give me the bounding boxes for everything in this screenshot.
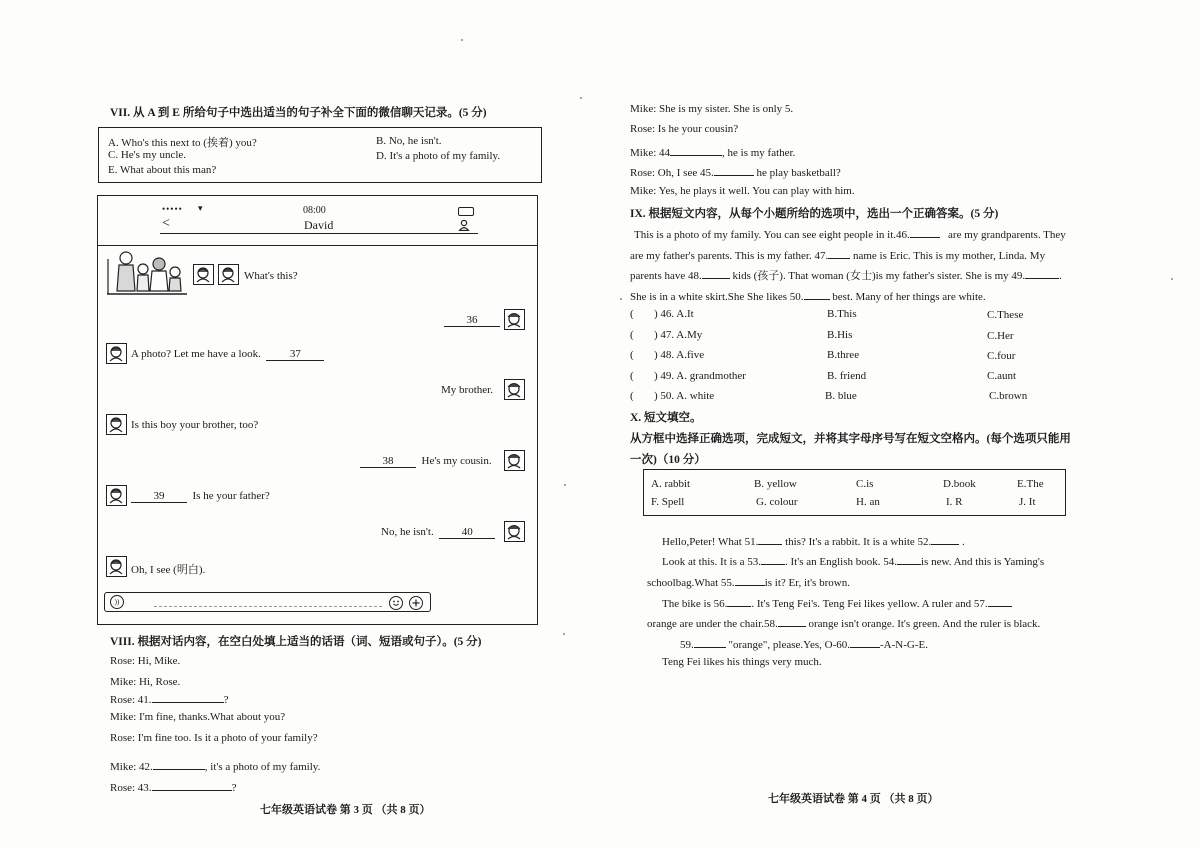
- avatar-icon: [193, 264, 214, 285]
- question-option-c: C.These: [987, 309, 1024, 321]
- section-8-title: VIII. 根据对话内容，在空白处填上适当的话语（词、短语或句子）。(5 分): [110, 636, 482, 648]
- question-option-a: ) 46. A.It: [654, 308, 694, 320]
- option-e: E. What about this man?: [108, 164, 217, 176]
- blank-55: [735, 574, 765, 586]
- page-footer-left: 七年级英语试卷 第 3 页 （共 8 页）: [260, 804, 431, 816]
- question-option-a: ) 49. A. grandmother: [654, 370, 746, 382]
- section-10-options-box: [643, 469, 1066, 516]
- emoji-icon[interactable]: [389, 596, 403, 610]
- add-icon[interactable]: [409, 596, 423, 610]
- passage-line: Hello,Peter! What 51.: [662, 536, 759, 548]
- avatar-icon: [106, 485, 127, 506]
- blank-41: [152, 691, 224, 703]
- avatar-icon: [106, 414, 127, 435]
- voice-icon[interactable]: )): [110, 595, 124, 609]
- passage-line-end: best. Many of her things are white.: [832, 291, 986, 303]
- header-underline: [160, 233, 478, 234]
- answer-bracket[interactable]: (: [630, 329, 634, 341]
- passage-line-mid: kids (孩子). That woman (女士)is my father's sister. She is my 49.: [732, 270, 1026, 282]
- question-option-b: B.His: [827, 329, 853, 341]
- blank-49: [1025, 267, 1059, 279]
- blank-57: [988, 595, 1012, 607]
- blank-50: [804, 288, 830, 300]
- avatar-icon: [504, 450, 525, 471]
- blank-51: [758, 533, 782, 545]
- question-option-b: B.three: [827, 349, 860, 361]
- chat-contact-name: David: [304, 218, 334, 232]
- blank-58: [778, 615, 806, 627]
- word-option: D.book: [943, 478, 976, 490]
- blank-39: 39: [131, 490, 187, 503]
- blank-46: [910, 226, 940, 238]
- passage-line-end: is it? Er, it's brown.: [764, 577, 850, 589]
- section-7-title: VII. 从 A 到 E 所给句子中选出适当的句子补全下面的微信聊天记录。(5 分): [110, 107, 487, 119]
- blank-44: [670, 144, 722, 156]
- word-option: A. rabbit: [651, 478, 691, 490]
- passage-line: This is a photo of my family. You can see eight people in it.46.: [634, 229, 910, 241]
- dialog-line: Mike: 42.: [110, 761, 153, 773]
- dialog-line-end: , he is my father.: [722, 147, 796, 159]
- passage-line-end: .: [962, 536, 965, 548]
- passage-line-end: name is Eric. This is my mother, Linda. My: [852, 250, 1046, 262]
- section-9-title: IX. 根据短文内容，从每个小题所给的选项中，选出一个正确答案。(5 分): [630, 208, 999, 220]
- question-option-c: C.Her: [987, 330, 1014, 342]
- battery-icon: [458, 207, 474, 216]
- word-option: I. R: [946, 496, 963, 508]
- passage-line-mid: "orange", please.Yes, O-60.: [728, 639, 851, 651]
- word-option: C.is: [856, 478, 874, 490]
- dialog-line: Rose: Hi, Mike.: [110, 655, 181, 667]
- blank-45: [714, 164, 754, 176]
- dialog-line: Rose: Is he your cousin?: [630, 123, 739, 135]
- chat-msg-8: No, he isn't.: [381, 526, 434, 538]
- word-option: F. Spell: [651, 496, 685, 508]
- passage-line-mid: . It's an English book. 54.: [785, 556, 897, 568]
- header-divider: [98, 245, 537, 246]
- dialog-line: Mike: She is my sister. She is only 5.: [630, 103, 794, 115]
- option-b: B. No, he isn't.: [376, 135, 442, 147]
- passage-line: schoolbag.What 55.: [647, 577, 735, 589]
- page-footer-right: 七年级英语试卷 第 4 页 （共 8 页）: [768, 793, 939, 805]
- question-option-c: C.aunt: [987, 370, 1017, 382]
- chat-msg-9: Oh, I see (明白).: [131, 564, 206, 576]
- passage-line-mid: . It's Teng Fei's. Teng Fei likes yellow. A ruler and 57.: [751, 598, 988, 610]
- avatar-icon: [218, 264, 239, 285]
- avatar-icon: [504, 379, 525, 400]
- profile-icon[interactable]: [458, 219, 470, 231]
- blank-53: [761, 553, 785, 565]
- chat-msg-4: My brother.: [441, 384, 493, 396]
- question-option-a: ) 50. A. white: [654, 390, 715, 402]
- chat-msg-7: Is he your father?: [192, 490, 270, 502]
- dialog-line: Rose: I'm fine too. Is it a photo of your family?: [110, 732, 318, 744]
- input-bar: [104, 592, 431, 612]
- word-option: J. It: [1019, 496, 1036, 508]
- blank-47: [828, 247, 850, 259]
- avatar-icon: [504, 521, 525, 542]
- dialog-line-end: ?: [231, 782, 237, 794]
- message-input[interactable]: [154, 606, 382, 607]
- passage-line: parents have 48.: [630, 270, 702, 282]
- passage-line-end: are my grandparents. They: [948, 229, 1066, 241]
- passage-line: She is in a white skirt.She She likes 50.: [630, 291, 804, 303]
- question-option-b: B. friend: [827, 370, 867, 382]
- blank-52: [931, 533, 959, 545]
- option-a: A. Who's this next to (挨着) you?: [108, 137, 257, 149]
- blank-59: [694, 636, 726, 648]
- passage-line-end: is new. And this is Yaming's: [920, 556, 1045, 568]
- chat-msg-1: What's this?: [244, 270, 298, 282]
- blank-54: [897, 553, 921, 565]
- passage-line: are my father's parents. This is my father. 47.: [630, 250, 829, 262]
- question-option-b: B. blue: [825, 390, 857, 402]
- blank-40: 40: [439, 526, 495, 539]
- answer-bracket[interactable]: (: [630, 390, 634, 402]
- chat-msg-5: Is this boy your brother, too?: [131, 419, 259, 431]
- blank-60: [850, 636, 880, 648]
- passage-line-end: -A-N-G-E.: [880, 639, 928, 651]
- section-10-title: X. 短文填空。: [630, 412, 702, 424]
- question-option-a: ) 48. A.five: [654, 349, 705, 361]
- dialog-line: Mike: Yes, he plays it well. You can play with him.: [630, 185, 855, 197]
- dialog-line: Mike: 44: [630, 147, 671, 159]
- option-c: C. He's my uncle.: [108, 149, 187, 161]
- chat-msg-3: A photo? Let me have a look.: [131, 348, 261, 360]
- blank-38: 38: [360, 455, 416, 468]
- back-icon[interactable]: <: [162, 216, 170, 231]
- avatar-icon: [106, 343, 127, 364]
- blank-42: [153, 758, 205, 770]
- question-option-c: C.brown: [989, 390, 1028, 402]
- chat-msg-6: He's my cousin.: [421, 455, 492, 467]
- blank-43: [152, 779, 232, 791]
- passage-line: orange are under the chair.58.: [647, 618, 778, 630]
- dialog-line: Mike: I'm fine, thanks.What about you?: [110, 711, 286, 723]
- word-option: H. an: [856, 496, 880, 508]
- passage-line: Teng Fei likes his things very much.: [662, 656, 822, 668]
- wechat-chat-frame: [97, 195, 538, 625]
- passage-line: 59.: [680, 639, 694, 651]
- dialog-line-end: he play basketball?: [756, 167, 841, 179]
- dialog-line: Rose: Oh, I see 45.: [630, 167, 714, 179]
- section-10-instruction-cont: 一次)（10 分）: [630, 454, 706, 466]
- passage-line-end: .: [1059, 270, 1062, 282]
- question-option-a: ) 47. A.My: [654, 329, 703, 341]
- answer-bracket[interactable]: (: [630, 370, 634, 382]
- passage-line-mid: this? It's a rabbit. It is a white 52.: [785, 536, 932, 548]
- passage-line: The bike is 56.: [662, 598, 728, 610]
- blank-48: [702, 267, 730, 279]
- passage-line: Look at this. It is a 53.: [662, 556, 761, 568]
- blank-36: 36: [444, 314, 500, 327]
- question-option-b: B.This: [827, 308, 857, 320]
- word-option: G. colour: [756, 496, 798, 508]
- dialog-line: Mike: Hi, Rose.: [110, 676, 181, 688]
- dialog-line-end: ?: [223, 694, 229, 706]
- signal-dots: •••••: [162, 204, 183, 214]
- dialog-line: Rose: 41.: [110, 694, 152, 706]
- avatar-icon: [504, 309, 525, 330]
- option-d: D. It's a photo of my family.: [376, 150, 501, 162]
- word-option: B. yellow: [754, 478, 797, 490]
- answer-bracket[interactable]: (: [630, 349, 634, 361]
- wifi-icon: ▾: [198, 203, 203, 213]
- section-7-options-box: [98, 127, 542, 183]
- word-option: E.The: [1017, 478, 1044, 490]
- dialog-line-end: , it's a photo of my family.: [204, 761, 321, 773]
- section-10-instruction: 从方框中选择正确选项，完成短文，并将其字母序号写在短文空格内。(每个选项只能用: [630, 433, 1071, 445]
- family-photo: [107, 249, 187, 295]
- passage-line-end: orange isn't orange. It's green. And the ruler is black.: [808, 618, 1041, 630]
- answer-bracket[interactable]: (: [630, 308, 634, 320]
- dialog-line: Rose: 43.: [110, 782, 152, 794]
- avatar-icon: [106, 556, 127, 577]
- status-time: 08:00: [303, 205, 326, 216]
- question-option-c: C.four: [987, 350, 1016, 362]
- blank-56: [727, 595, 751, 607]
- blank-37: 37: [266, 348, 324, 361]
